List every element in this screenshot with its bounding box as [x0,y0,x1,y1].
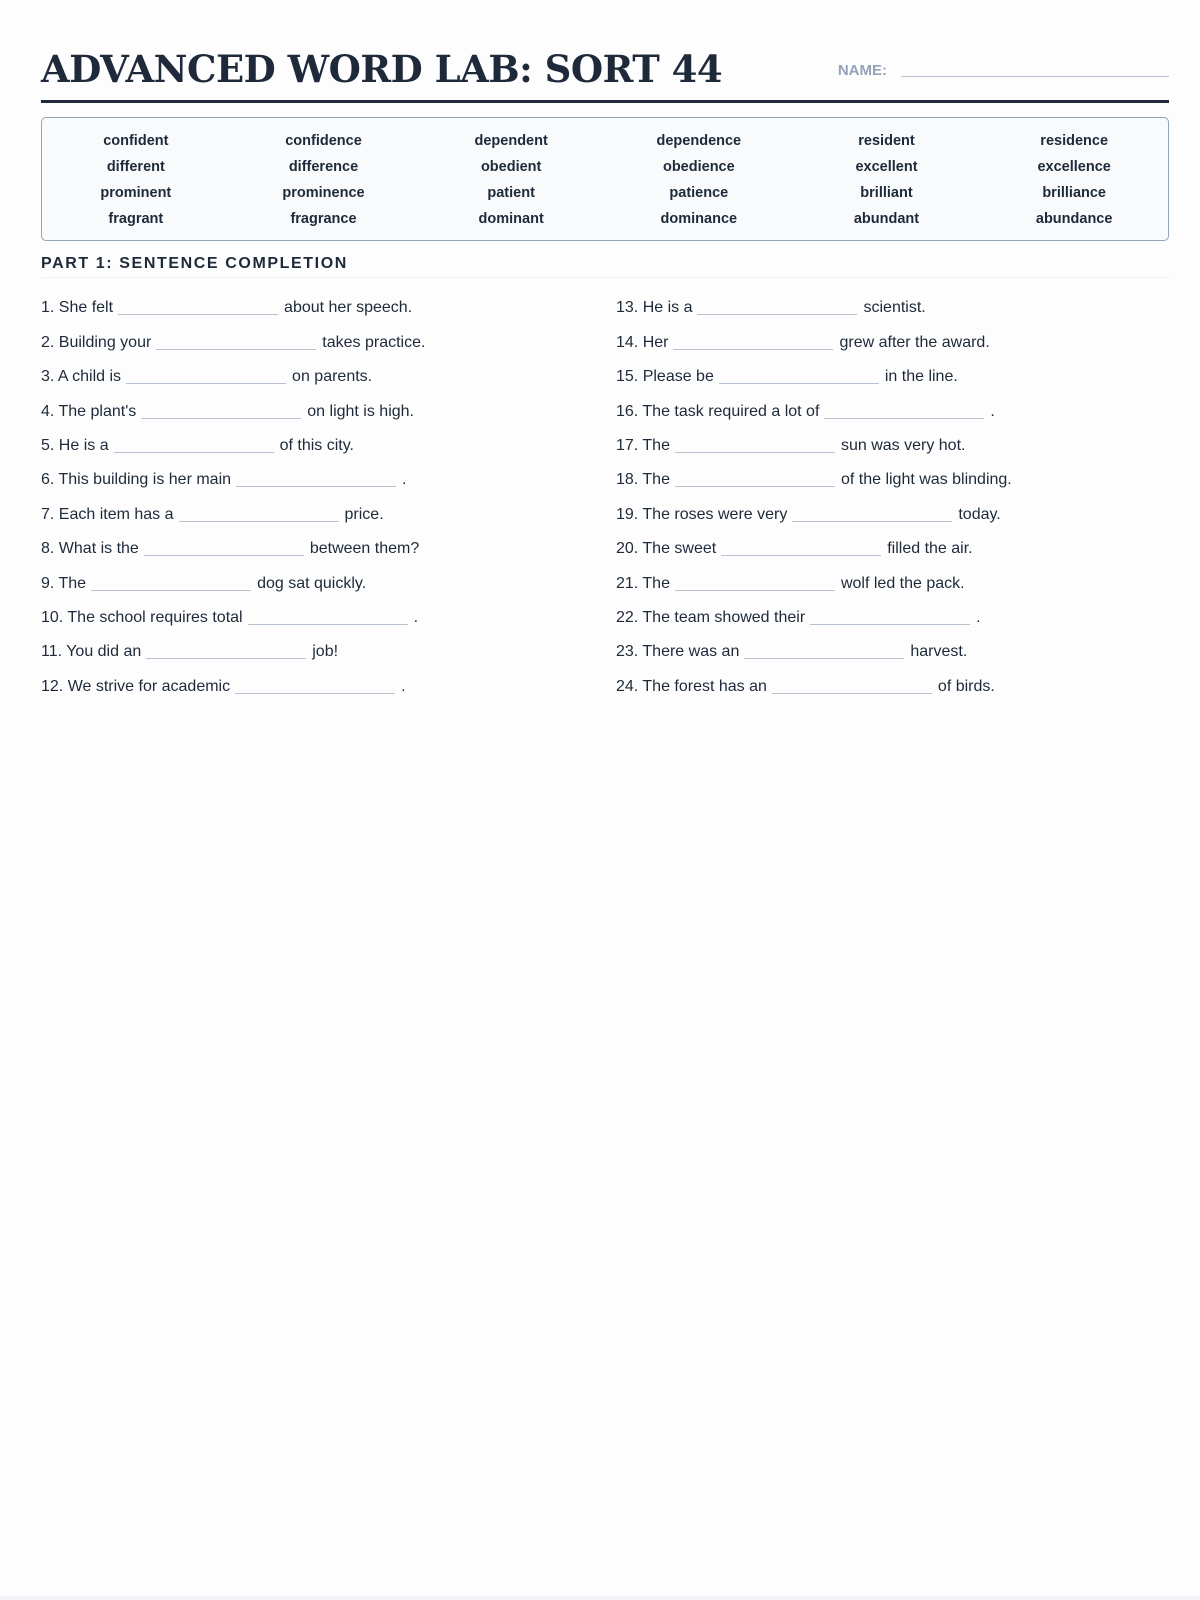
answer-blank[interactable] [236,485,396,487]
sentence-text-before: 5. He is a [41,436,109,454]
word-bank-item: excellent [855,159,918,175]
word-bank-item: obedient [480,159,542,175]
word-bank-item: dependence [656,133,742,149]
sentence-text-after: takes practice. [322,333,426,351]
sentence-text-before: 7. Each item has a [41,505,174,523]
answer-blank[interactable] [235,692,395,694]
sentence-text-after: sun was very hot. [840,436,966,454]
sentence-text-before: 2. Building your [41,333,152,351]
sentence-text-after: . [401,677,406,695]
sentence-item [616,563,1169,597]
sentence-text-before: 13. He is a [616,299,693,317]
word-bank-item: confidence [285,133,362,149]
answer-blank[interactable] [675,485,835,487]
sentence-item [41,288,616,322]
sentence-item [41,357,616,391]
sentence-item [616,598,1169,632]
answer-blank[interactable] [144,554,304,556]
sentence-item [41,563,616,597]
sentence-text-after: on light is high. [307,402,414,420]
answer-blank[interactable] [721,554,881,556]
word-bank-item: difference [288,159,359,175]
sentence-item [41,666,616,700]
word-bank-item: abundant [853,211,920,227]
word-bank [41,117,1169,241]
sentence-text-before: 12. We strive for academic [41,677,231,695]
sentence-text-before: 21. The [616,574,670,592]
word-bank-item: confident [103,133,169,149]
sentence-text-before: 1. She felt [41,299,114,317]
answer-blank[interactable] [91,589,251,591]
word-bank-item: brilliant [860,185,913,201]
answer-blank[interactable] [719,382,879,384]
answer-blank[interactable] [772,692,932,694]
answer-blank[interactable] [675,589,835,591]
worksheet-page [41,36,1169,701]
word-bank-item: fragrance [290,211,357,227]
sentence-text-before: 10. The school requires total [41,608,243,626]
sentence-text-before: 8. What is the [41,540,139,558]
sentence-item [616,426,1169,460]
answer-blank[interactable] [248,623,408,625]
sentence-text-before: 22. The team showed their [616,608,806,626]
sentence-item [41,391,616,425]
sentence-text-before: 14. Her [616,333,669,351]
answer-blank[interactable] [675,451,835,453]
answer-blank[interactable] [156,348,316,350]
sentence-text-after: . [990,402,995,420]
word-bank-item: obedience [662,159,735,175]
sentence-item [616,529,1169,563]
sentence-text-after: about her speech. [284,299,413,317]
sentence-text-before: 17. The [616,436,670,454]
answer-blank[interactable] [792,520,952,522]
sentence-item [616,666,1169,700]
word-bank-item: brilliance [1042,185,1106,201]
word-bank-item: excellence [1037,159,1111,175]
sentence-text-after: of birds. [937,677,995,695]
sentence-text-after: in the line. [884,368,958,386]
sentence-item [616,357,1169,391]
sentence-text-after: job! [312,643,339,661]
sentence-item [616,460,1169,494]
sentence-item [41,322,616,356]
sentence-text-after: price. [344,505,384,523]
name-blank-line[interactable] [901,75,1169,77]
sentence-text-after: . [402,471,407,489]
answer-blank[interactable] [744,657,904,659]
name-label: NAME: [837,62,887,79]
word-bank-item: patient [487,185,535,201]
word-bank-item: fragrant [108,211,164,227]
answer-blank[interactable] [126,382,286,384]
sentence-item [616,288,1169,322]
sentence-text-after: on parents. [292,368,373,386]
worksheet-header [41,36,1169,103]
sentence-text-after: filled the air. [887,540,973,558]
sentence-text-before: 18. The [616,471,670,489]
sentence-text-after: . [413,608,419,626]
sentence-text-before: 15. Please be [616,368,714,386]
word-bank-item: prominent [100,185,172,201]
sentence-text-before: 19. The roses were very [616,505,788,523]
sentence-text-after: harvest. [910,643,968,661]
sentence-item [41,529,616,563]
sentence-text-before: 23. There was an [616,643,740,661]
sentence-text-after: of the light was blinding. [840,471,1012,489]
sentence-text-before: 16. The task required a lot of [616,402,820,420]
sentence-text-before: 24. The forest has an [616,677,767,695]
sentence-text-after: wolf led the pack. [840,574,965,592]
word-bank-item: dominance [660,211,738,227]
page-title: ADVANCED WORD LAB: SORT 44 [41,47,723,91]
sentence-text-before: 3. A child is [41,368,122,386]
sentence-text-before: 11. You did an [41,643,142,661]
sentence-item [41,426,616,460]
answer-blank[interactable] [697,313,857,315]
sentence-item [616,322,1169,356]
answer-blank[interactable] [118,313,278,315]
sentence-item [41,460,616,494]
sentence-text-after: scientist. [863,299,926,317]
answer-blank[interactable] [179,520,339,522]
answer-blank[interactable] [114,451,274,453]
sentence-item [41,494,616,528]
sentence-item [41,632,616,666]
sentence-item [616,494,1169,528]
word-bank-item: resident [858,133,915,149]
sentence-item [616,391,1169,425]
word-bank-item: patience [669,185,729,201]
word-bank-item: residence [1040,133,1109,149]
sentence-item [616,632,1169,666]
answer-blank[interactable] [146,657,306,659]
answer-blank[interactable] [673,348,833,350]
sentence-text-before: 4. The plant's [41,402,137,420]
word-bank-item: dependent [474,133,548,149]
word-bank-item: different [106,159,165,175]
sentence-text-after: dog sat quickly. [257,574,367,592]
sentence-text-after: today. [958,505,1001,523]
word-bank-item: dominant [478,211,544,227]
page-bottom-edge [0,1596,1200,1600]
answer-blank[interactable] [810,623,970,625]
sentence-text-after: grew after the award. [839,333,990,351]
sentence-text-before: 20. The sweet [616,540,717,558]
sentence-text-after: between them? [309,540,420,558]
word-bank-item: prominence [282,185,365,201]
sentence-text-before: 6. This building is her main [41,471,232,489]
word-bank-item: abundance [1035,211,1113,227]
sentence-text-before: 9. The [41,574,87,592]
sentence-text-after: of this city. [279,436,354,454]
answer-blank[interactable] [141,417,301,419]
sentence-item [41,598,616,632]
sentence-list [41,288,1169,701]
section-title-part1: PART 1: SENTENCE COMPLETION [41,255,1169,278]
sentence-text-after: . [976,608,981,626]
name-field-group [838,63,1169,78]
answer-blank[interactable] [824,417,984,419]
